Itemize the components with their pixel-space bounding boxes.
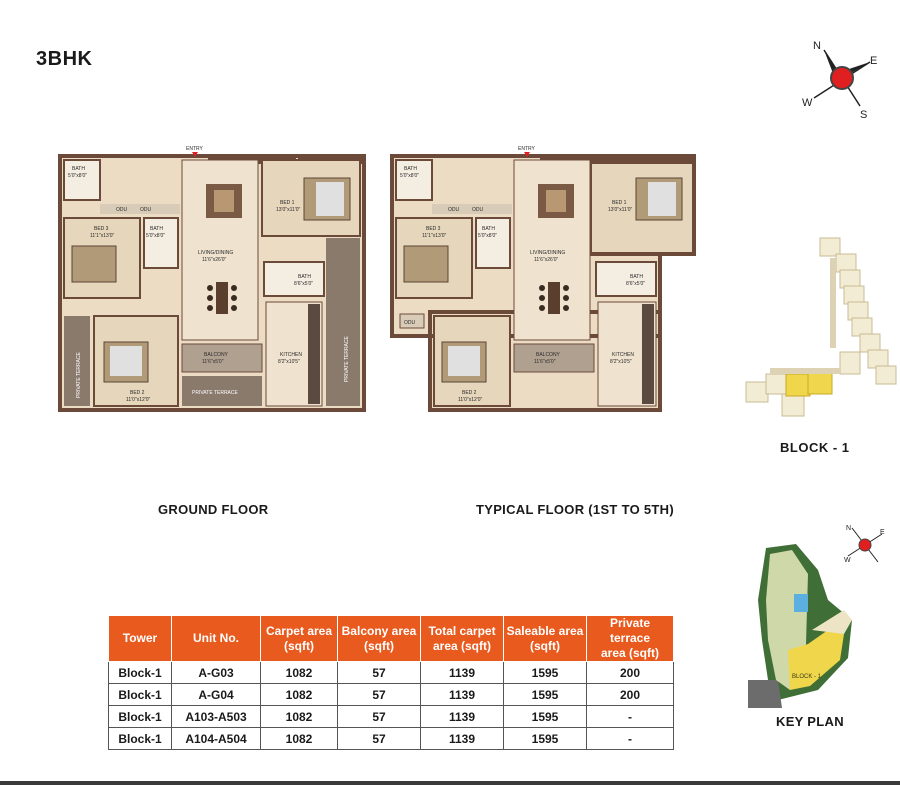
cell-saleable: 1595 xyxy=(504,662,587,684)
room-bed3-dim: 11'1"x13'0" xyxy=(90,233,115,239)
room-bed2: BED 2 xyxy=(462,390,477,396)
ground-floor-label: GROUND FLOOR xyxy=(158,502,269,517)
cell-tower: Block-1 xyxy=(109,728,172,750)
room-bed3-dim: 11'1"x13'0" xyxy=(422,233,447,239)
cell-terrace: 200 xyxy=(587,684,674,706)
cell-terrace: - xyxy=(587,706,674,728)
col-unit-no: Unit No. xyxy=(172,616,261,662)
table-row xyxy=(109,728,674,750)
cell-saleable: 1595 xyxy=(504,728,587,750)
room-bath-b: BATH xyxy=(482,226,495,232)
cell-balcony: 57 xyxy=(338,728,421,750)
odu-label-b: ODU xyxy=(140,207,152,213)
cell-carpet: 1082 xyxy=(261,706,338,728)
table-row xyxy=(109,706,674,728)
ground-floor-plan xyxy=(58,142,366,414)
compass-w: W xyxy=(802,97,813,109)
col-total-carpet: Total carpet area (sqft) xyxy=(421,616,504,662)
cell-balcony: 57 xyxy=(338,662,421,684)
room-living-dim: 11'6"x26'0" xyxy=(534,257,559,263)
room-bath-c: BATH xyxy=(630,274,643,280)
room-bed3: BED 3 xyxy=(94,226,109,232)
key-plan-label: KEY PLAN xyxy=(776,714,844,729)
room-bath-b-dim: 5'0"x8'0" xyxy=(478,233,498,239)
room-living: LIVING/DINING xyxy=(530,250,566,256)
terrace-left-label: PRIVATE TERRACE xyxy=(76,352,82,398)
room-bed3: BED 3 xyxy=(426,226,441,232)
room-bed1: BED 1 xyxy=(612,200,627,206)
room-kitchen-dim: 8'2"x10'5" xyxy=(278,359,300,365)
cell-balcony: 57 xyxy=(338,706,421,728)
cell-unit: A-G04 xyxy=(172,684,261,706)
block-map xyxy=(740,234,900,424)
block-label: BLOCK - 1 xyxy=(780,440,850,455)
cell-tower: Block-1 xyxy=(109,662,172,684)
area-table xyxy=(108,615,674,750)
cell-total: 1139 xyxy=(421,706,504,728)
room-balcony: BALCONY xyxy=(204,352,228,358)
cell-tower: Block-1 xyxy=(109,706,172,728)
compass-small-e: E xyxy=(880,529,885,536)
compass-s: S xyxy=(860,109,868,120)
room-balcony-dim: 11'6"x5'0" xyxy=(534,359,556,365)
odu-label-a: ODU xyxy=(116,207,128,213)
cell-unit: A104-A504 xyxy=(172,728,261,750)
terrace-bottom-label: PRIVATE TERRACE xyxy=(192,390,238,396)
room-kitchen: KITCHEN xyxy=(280,352,302,358)
col-balcony-area: Balcony area (sqft) xyxy=(338,616,421,662)
room-bath-b-dim: 5'0"x8'0" xyxy=(146,233,166,239)
cell-carpet: 1082 xyxy=(261,684,338,706)
room-balcony: BALCONY xyxy=(536,352,560,358)
cell-carpet: 1082 xyxy=(261,728,338,750)
room-living-dim: 11'6"x26'0" xyxy=(202,257,227,263)
entry-label: ENTRY xyxy=(186,146,203,152)
room-bath-c: BATH xyxy=(298,274,311,280)
room-bath-c-dim: 8'6"x5'0" xyxy=(626,281,646,287)
room-bath-a: BATH xyxy=(404,166,417,172)
entry-label: ENTRY xyxy=(518,146,535,152)
cell-balcony: 57 xyxy=(338,684,421,706)
room-bath-c-dim: 8'6"x5'0" xyxy=(294,281,314,287)
cell-terrace: 200 xyxy=(587,662,674,684)
compass-small-n: N xyxy=(846,525,852,532)
col-tower: Tower xyxy=(109,616,172,662)
room-bed1-dim: 13'0"x11'0" xyxy=(608,207,633,213)
cell-unit: A-G03 xyxy=(172,662,261,684)
room-bath-a-dim: 5'0"x8'0" xyxy=(400,173,420,179)
terrace-right-label: PRIVATE TERRACE xyxy=(344,336,350,382)
table-row xyxy=(109,684,674,706)
room-kitchen: KITCHEN xyxy=(612,352,634,358)
room-bath-b: BATH xyxy=(150,226,163,232)
key-plan-map xyxy=(748,540,858,708)
room-bed1-dim: 13'0"x11'0" xyxy=(276,207,301,213)
odu-label-b: ODU xyxy=(472,207,484,213)
compass-n: N xyxy=(813,40,821,52)
col-saleable-area: Saleable area (sqft) xyxy=(504,616,587,662)
cell-total: 1139 xyxy=(421,728,504,750)
table-row xyxy=(109,662,674,684)
cell-saleable: 1595 xyxy=(504,684,587,706)
room-bath-a: BATH xyxy=(72,166,85,172)
col-private-terrace: Private terrace area (sqft) xyxy=(587,616,674,662)
room-bed2: BED 2 xyxy=(130,390,145,396)
room-living: LIVING/DINING xyxy=(198,250,234,256)
typical-floor-plan xyxy=(390,142,698,414)
room-bed2-dim: 11'0"x12'0" xyxy=(126,397,151,403)
table-header-row xyxy=(109,616,674,662)
col-carpet-area: Carpet area (sqft) xyxy=(261,616,338,662)
room-bed1: BED 1 xyxy=(280,200,295,206)
cell-carpet: 1082 xyxy=(261,662,338,684)
page-title: 3BHK xyxy=(36,48,93,70)
compass-e: E xyxy=(870,55,878,67)
room-balcony-dim: 11'6"x5'0" xyxy=(202,359,224,365)
cell-tower: Block-1 xyxy=(109,684,172,706)
key-plan-block-tag: BLOCK - 1 xyxy=(792,674,822,680)
cell-saleable: 1595 xyxy=(504,706,587,728)
compass-rose-icon xyxy=(800,36,884,120)
cell-terrace: - xyxy=(587,728,674,750)
odu-label-a: ODU xyxy=(448,207,460,213)
odu-label-c: ODU xyxy=(404,320,416,326)
room-kitchen-dim: 8'2"x10'5" xyxy=(610,359,632,365)
cell-total: 1139 xyxy=(421,684,504,706)
cell-total: 1139 xyxy=(421,662,504,684)
compass-small-w: W xyxy=(844,557,851,564)
bottom-divider xyxy=(0,781,900,785)
room-bed2-dim: 11'0"x12'0" xyxy=(458,397,483,403)
cell-unit: A103-A503 xyxy=(172,706,261,728)
room-bath-a-dim: 5'0"x8'0" xyxy=(68,173,88,179)
typical-floor-label: TYPICAL FLOOR (1ST TO 5TH) xyxy=(476,502,674,517)
